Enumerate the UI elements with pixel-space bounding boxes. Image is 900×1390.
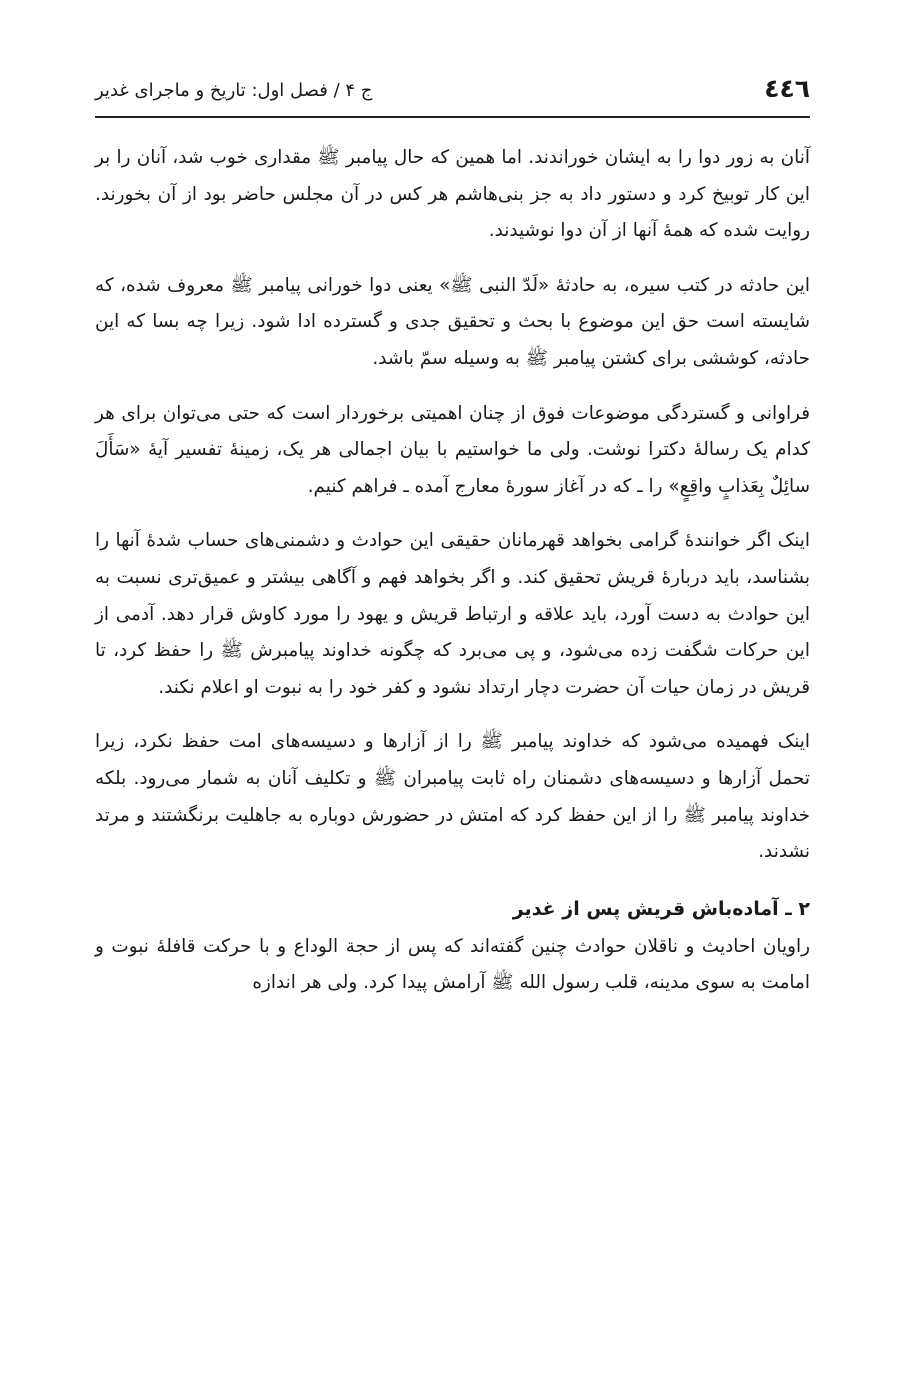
running-header: [95, 68, 810, 118]
paragraph-3: فراوانی و گستردگی موضوعات فوق از چنان اهمیتی برخوردار است که حتی می‌توان برای هر کدام یک رسالهٔ دکترا نوشت. ولی ما خواستیم با بیان اجمالی هر یک، زمینهٔ تفسیر آیهٔ «سَأَلَ سائِلٌ بِعَذابٍ واقِعٍ» را ـ که در آغاز سورهٔ معارج آمده ـ فراهم کنیم.: [95, 402, 810, 497]
page-number: ٤٤٦: [764, 74, 810, 103]
paragraph-1: آنان به زور دوا را به ایشان خوراندند. اما همین که حال پیامبر ﷺ مقداری خوب شد، آنان را بر این کار توبیخ کرد و دستور داد به جز بنی‌هاشم هر کس در آن مجلس حاضر بود از آن بخورند. روایت شده که همهٔ آنها از آن دوا نوشیدند.: [95, 147, 810, 242]
running-title: ج ۴ / فصل اول: تاریخ و ماجرای غدیر: [95, 80, 373, 101]
paragraph-5: اینک فهمیده می‌شود که خداوند پیامبر ﷺ را از آزارها و دسیسه‌های امت حفظ نکرد، زیرا تحمل آزارها و دسیسه‌های دشمنان راه ثابت پیامبران ﷺ و تکلیف آنان به شمار می‌رود. بلکه خداوند پیامبر ﷺ را از این حفظ کرد که امتش در حضورش دوباره به جاهلیت برنگشتند و مرتد نشدند.: [95, 731, 810, 863]
section-paragraph: راویان احادیث و ناقلان حوادث چنین گفته‌اند که پس از حجة الوداع و با حرکت قافلهٔ نبوت و امامت به سوی مدینه، قلب رسول الله ﷺ آرامش پیدا کرد. ولی هر اندازه: [95, 935, 810, 994]
book-page: [95, 0, 810, 1390]
section-heading: ۲ ـ آماده‌باش قریش پس از غدیر: [512, 897, 810, 920]
paragraph-4: اینک اگر خوانندهٔ گرامی بخواهد قهرمانان حقیقی این حوادث و دشمنی‌های حساب شدهٔ آنها را بشناسد، باید دربارهٔ قریش تحقیق کند. و اگر بخواهد فهم و آگاهی بیشتر و عمیق‌تری نسبت به این حوادث به دست آورد، باید علاقه و ارتباط قریش و یهود را مورد کاوش قرار دهد. آدمی از این حرکات شگفت زده می‌شود، و پی می‌برد که چگونه خداوند پیامبرش ﷺ را حفظ کرد، تا قریش در زمان حیات آن حضرت دچار ارتداد نشود و کفر خود را به نبوت او اعلام نکند.: [95, 530, 810, 698]
paragraph-2: این حادثه در کتب سیره، به حادثهٔ «لَدّ النبی ﷺ» یعنی دوا خورانی پیامبر ﷺ معروف شده، که شایسته است حق این موضوع با بحث و تحقیق جدی و گسترده ادا شود. زیرا چه بسا که این حادثه، کوششی برای کشتن پیامبر ﷺ به وسیله سمّ باشد.: [95, 274, 810, 369]
body-text: [95, 140, 810, 1020]
